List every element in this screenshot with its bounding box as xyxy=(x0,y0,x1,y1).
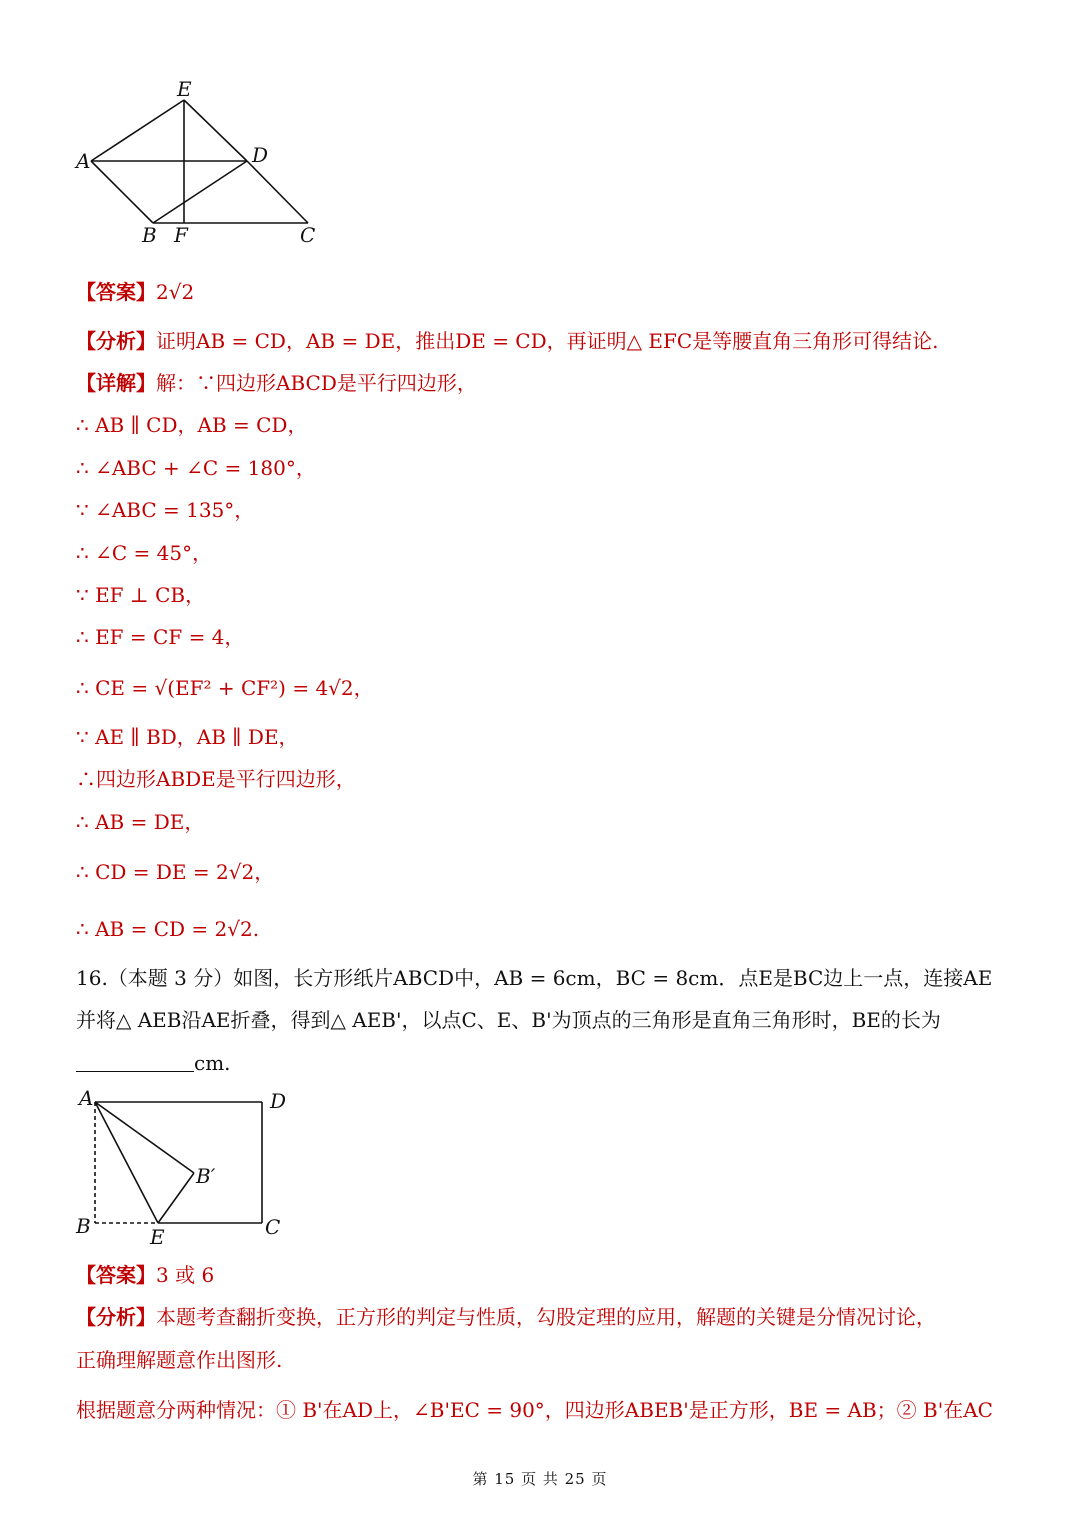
page-footer: 第 15 页 共 25 页 xyxy=(472,1470,608,1488)
label-d: D xyxy=(270,1089,287,1113)
q15-step: ∵ AE ∥ BD，AB ∥ DE， xyxy=(76,725,299,749)
segment-ea xyxy=(91,100,184,161)
segment-b-prime-e xyxy=(158,1173,194,1223)
q16-analysis-line2: 正确理解题意作出图形. xyxy=(76,1348,283,1372)
parallelogram-figure xyxy=(72,76,322,248)
q15-detail-first: 【详解】解：∵四边形ABCD是平行四边形， xyxy=(76,371,477,395)
q15-analysis: 【分析】证明AB = CD，AB = DE，推出DE = CD，再证明△ EFC是等腰直角三角形可得结论. xyxy=(76,329,939,353)
segment-ab xyxy=(91,161,153,223)
label-a: A xyxy=(76,149,91,173)
segment-ab-prime xyxy=(95,1102,194,1173)
q16-question-line3: cm. xyxy=(76,1049,1016,1077)
q16-analysis-line1: 【分析】本题考查翻折变换，正方形的判定与性质，勾股定理的应用，解题的关键是分情况讨论， xyxy=(76,1305,936,1329)
segment-dc xyxy=(247,161,308,223)
label-f: F xyxy=(174,223,188,247)
q16-question-line1: 16.（本题 3 分）如图，长方形纸片ABCD中，AB = 6cm，BC = 8cm．点E是BC边上一点，连接AE xyxy=(76,966,993,990)
q15-step: ∴四边形ABDE是平行四边形， xyxy=(76,767,356,791)
q16-answer: 【答案】3 或 6 xyxy=(76,1263,215,1287)
q15-step: ∴ AB ∥ CD，AB = CD， xyxy=(76,413,308,437)
label-c: C xyxy=(265,1215,281,1239)
rectangle-fold-figure xyxy=(72,1085,302,1247)
q16-question-line2: 并将△ AEB沿AE折叠，得到△ AEB'，以点C、E、B'为顶点的三角形是直角三角形时，BE的长为 xyxy=(76,1008,941,1032)
q15-step: ∴ CD = DE = 2√2， xyxy=(76,860,275,884)
label-b: B xyxy=(142,223,157,247)
label-e: E xyxy=(150,1225,165,1247)
q15-step: ∴ ∠ABC + ∠C = 180°， xyxy=(76,456,316,480)
label-e: E xyxy=(177,77,192,101)
q16-cases-line: 根据题意分两种情况：① B'在AD上，∠B'EC = 90°，四边形ABEB'是正方形，BE = AB；② B'在AC xyxy=(76,1398,993,1422)
q15-step: ∴ AB = CD = 2√2. xyxy=(76,917,260,941)
segment-ed xyxy=(184,100,247,161)
segment-ae xyxy=(95,1102,158,1223)
label-b-prime: B′ xyxy=(196,1164,216,1188)
label-c: C xyxy=(300,223,316,247)
answer-blank xyxy=(76,1051,194,1072)
q15-step: ∴ CE = √(EF² + CF²) = 4√2， xyxy=(76,676,374,700)
q15-step: ∴ EF = CF = 4， xyxy=(76,625,245,649)
label-d: D xyxy=(252,143,269,167)
q15-answer: 【答案】2√2 xyxy=(76,280,195,304)
q15-step: ∵ ∠ABC = 135°， xyxy=(76,498,255,522)
label-a: A xyxy=(79,1086,94,1110)
q15-step: ∵ EF ⊥ CB， xyxy=(76,583,206,607)
q15-step: ∴ AB = DE， xyxy=(76,810,205,834)
segment-bd xyxy=(153,161,247,223)
label-b: B xyxy=(76,1214,91,1238)
q15-step: ∴ ∠C = 45°， xyxy=(76,541,213,565)
